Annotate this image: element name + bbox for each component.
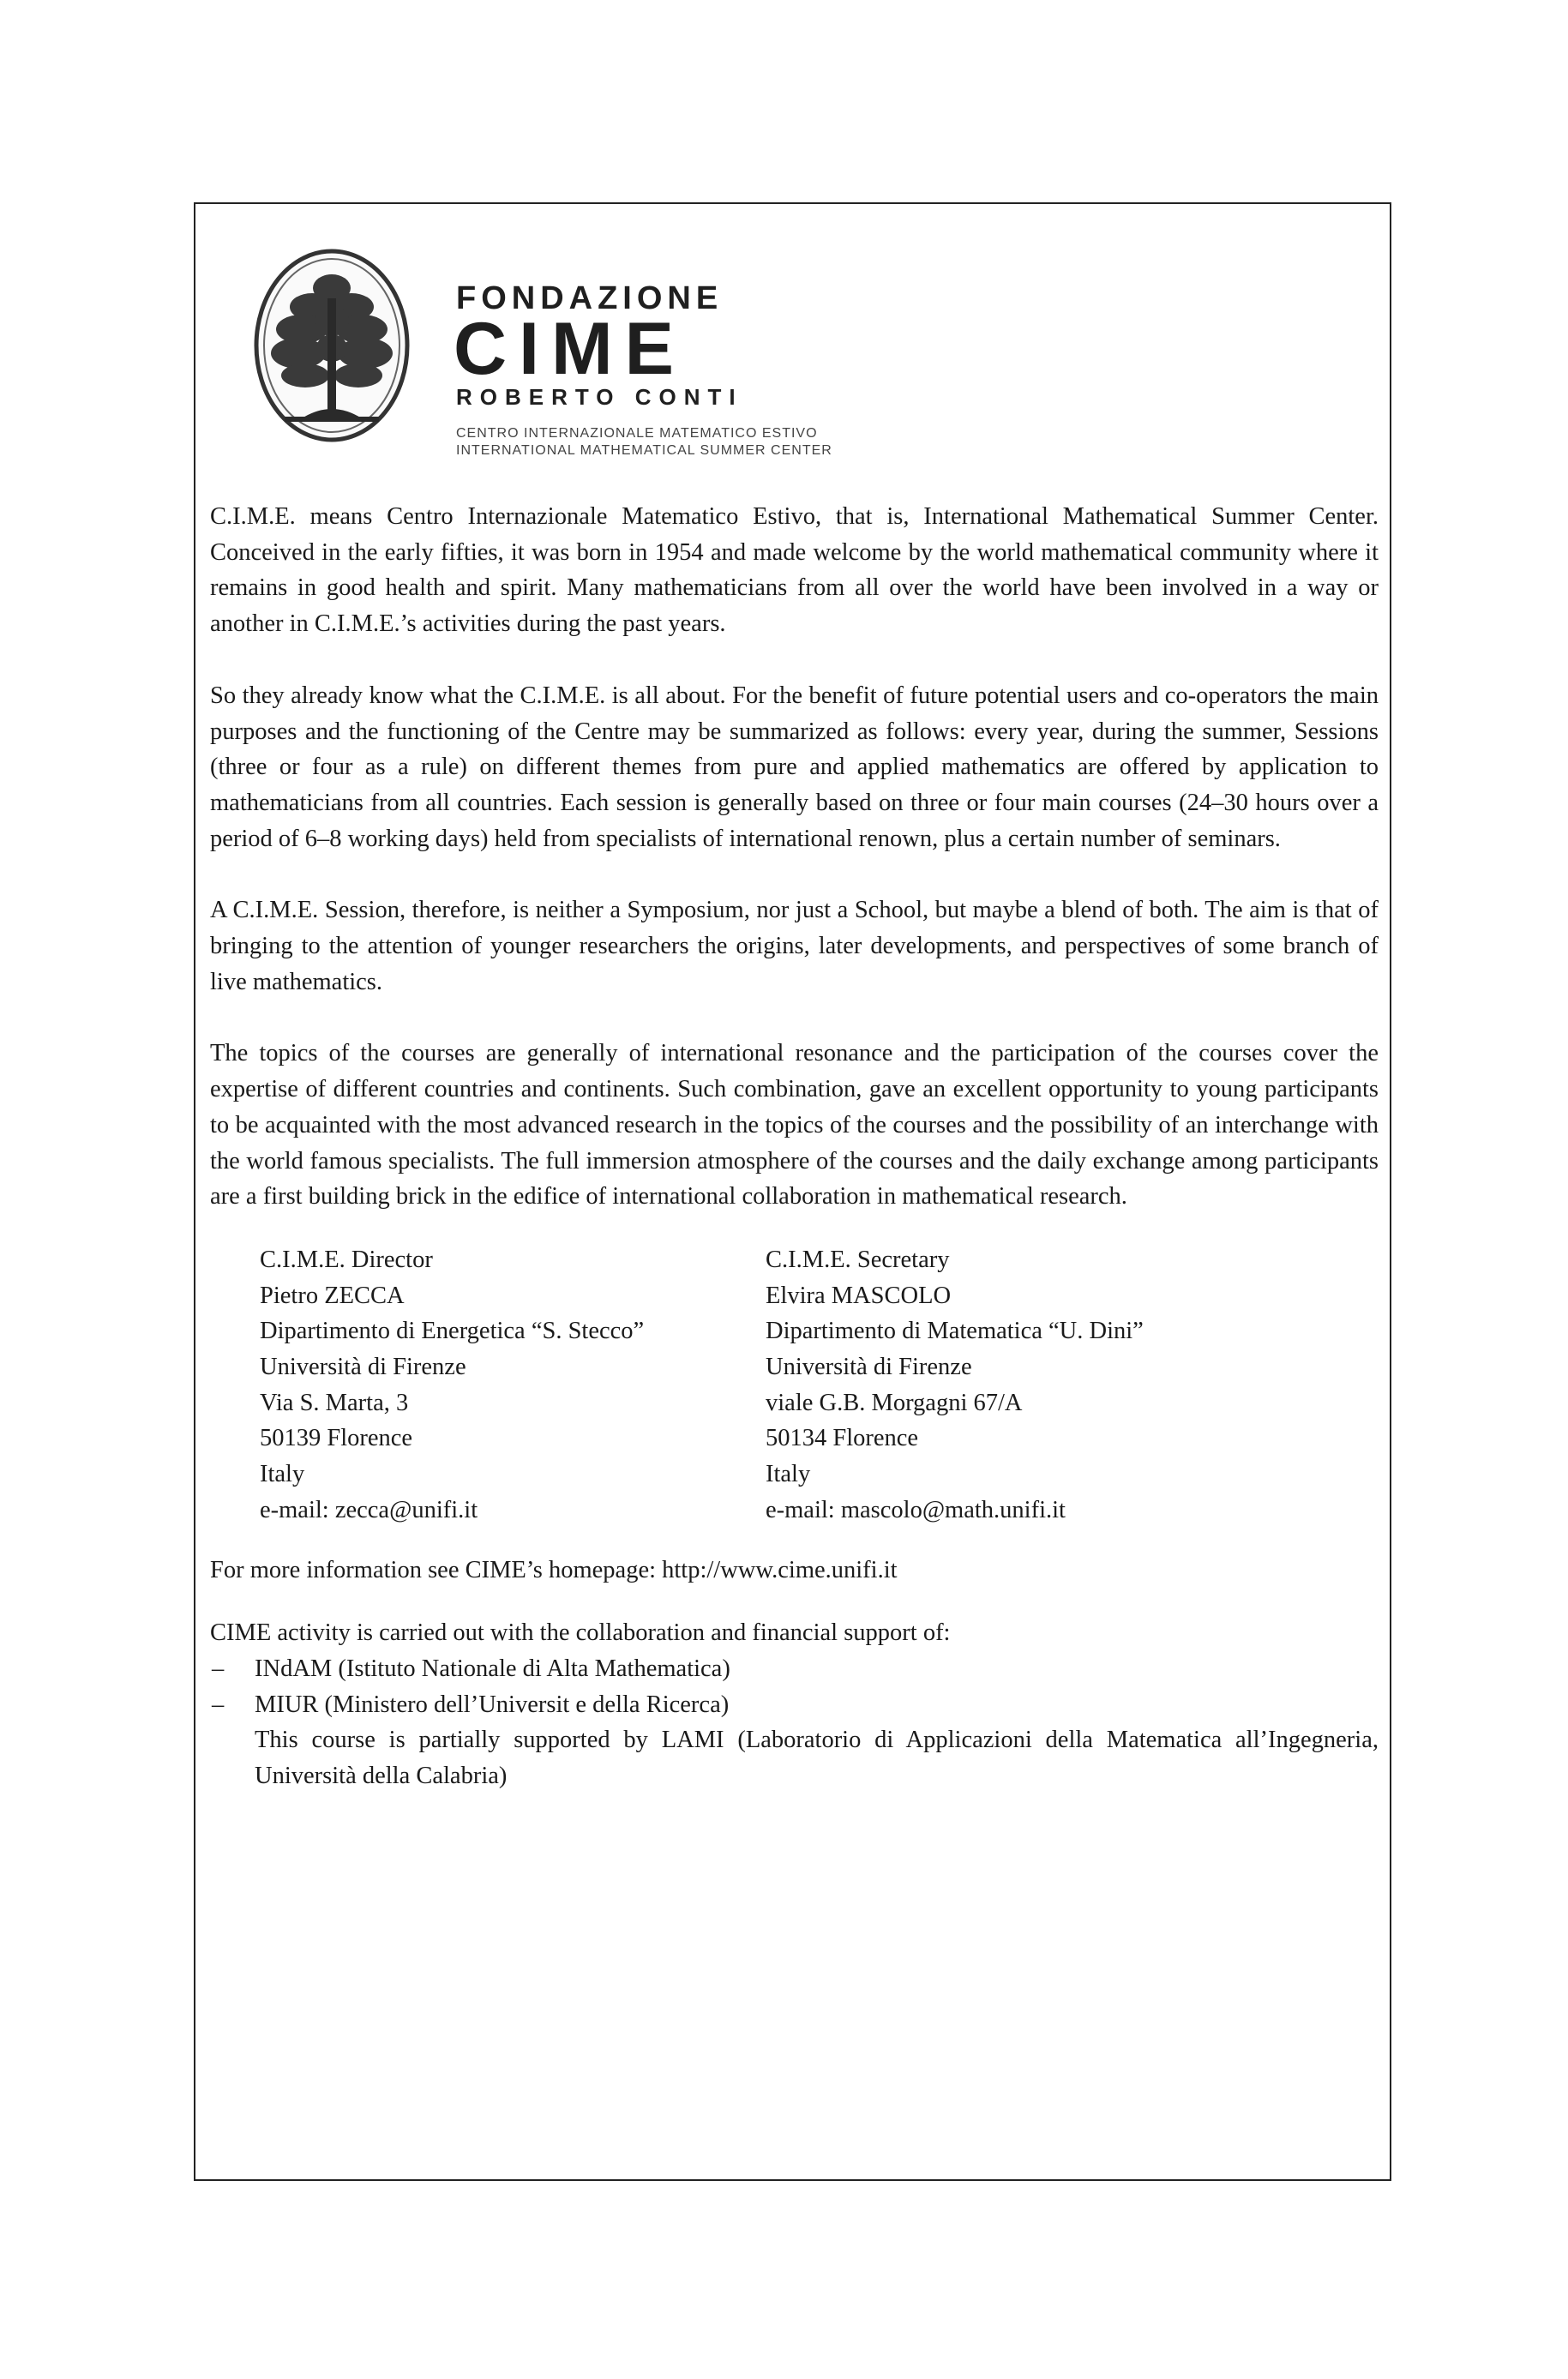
support-intro: CIME activity is carried out with the collaboration and financial support of:	[210, 1619, 951, 1647]
support-note: This course is partially supported by LAMI (Laboratorio di Applicazioni della Matematica all’Ingegneria, Università della Calabria)	[255, 1727, 1379, 1790]
purpose-paragraph: So they already know what the C.I.M.E. is all about. For the benefit of future potential users and co-operators the main purposes and the functioning of the Centre may be summarized as follows: every year, during the summer, Sessions (three or four as a rule) on different themes from pure and applied mathematics are offered by application to mathematicians from all countries. Each session is generally based on three or four main courses (24–30 hours over a period of 6–8 working days) held from specialists of international renown, plus a certain number of seminars.	[210, 682, 1379, 852]
director-name: Pietro ZECCA	[260, 1282, 405, 1309]
support-section	[210, 1615, 1379, 1794]
logo-text	[456, 281, 832, 460]
page-frame	[194, 202, 1391, 2181]
contacts-block	[260, 1242, 1379, 1529]
logo-subtitle-english: INTERNATIONAL MATHEMATICAL SUMMER CENTER	[456, 443, 832, 458]
secretary-city: 50134 Florence	[766, 1425, 919, 1452]
logo-fondazione: FONDAZIONE	[456, 280, 724, 316]
director-city: 50139 Florence	[260, 1425, 413, 1452]
support-item-indam: – INdAM (Istituto Nationale di Alta Mathematica)	[210, 1651, 1379, 1687]
homepage-line: For more information see CIME’s homepage: http://www.cime.unifi.it	[210, 1556, 898, 1583]
topics-paragraph: The topics of the courses are generally of international resonance and the participation of the courses cover the expertise of different countries and continents. Such combination, gave an excellent opportunity to young participants to be acquainted with the most advanced research in the topics of the courses and the possibility of an interchange with the world famous specialists. The full immersion atmosphere of the courses and the daily exchange among participants are a first building brick in the edifice of international collaboration in mathematical research.	[210, 1040, 1379, 1211]
support-item-miur: – MIUR (Ministero dell’Universit e della Ricerca)	[210, 1687, 1379, 1723]
director-email: e-mail: zecca@unifi.it	[260, 1496, 478, 1523]
secretary-university: Università di Firenze	[766, 1354, 972, 1381]
fondazione-cime-logo	[250, 247, 850, 458]
director-country: Italy	[260, 1461, 305, 1488]
logo-cime: CIME	[454, 308, 686, 390]
director-street: Via S. Marta, 3	[260, 1389, 409, 1416]
director-department: Dipartimento di Energetica “S. Stecco”	[260, 1318, 645, 1345]
secretary-email: e-mail: mascolo@math.unifi.it	[766, 1496, 1066, 1523]
secretary-role: C.I.M.E. Secretary	[766, 1246, 950, 1273]
secretary-name: Elvira MASCOLO	[766, 1282, 952, 1309]
support-list	[210, 1651, 1379, 1722]
director-role: C.I.M.E. Director	[260, 1246, 433, 1273]
logo-roberto-conti: ROBERTO CONTI	[456, 384, 743, 410]
director-contact	[260, 1242, 766, 1529]
logo-subtitle-italian: CENTRO INTERNAZIONALE MATEMATICO ESTIVO	[456, 426, 818, 441]
secretary-street: viale G.B. Morgagni 67/A	[766, 1389, 1023, 1416]
page-content	[210, 499, 1379, 1830]
secretary-department: Dipartimento di Matematica “U. Dini”	[766, 1318, 1144, 1345]
tree-seal-icon	[250, 247, 413, 444]
secretary-country: Italy	[766, 1461, 811, 1488]
logo-subtitle	[456, 425, 832, 460]
secretary-contact	[766, 1242, 1271, 1529]
session-paragraph: A C.I.M.E. Session, therefore, is neither a Symposium, nor just a School, but maybe a blend of both. The aim is that of bringing to the attention of younger researchers the origins, later developments, and perspectives of some branch of live mathematics.	[210, 897, 1379, 995]
director-university: Università di Firenze	[260, 1354, 466, 1381]
intro-paragraph: C.I.M.E. means Centro Internazionale Matematico Estivo, that is, International Mathematical Summer Center. Conceived in the early fifties, it was born in 1954 and made welcome by the world mathematical community where it remains in good health and spirit. Many mathematicians from all over the world have been involved in a way or another in C.I.M.E.’s activities during the past years.	[210, 503, 1379, 638]
